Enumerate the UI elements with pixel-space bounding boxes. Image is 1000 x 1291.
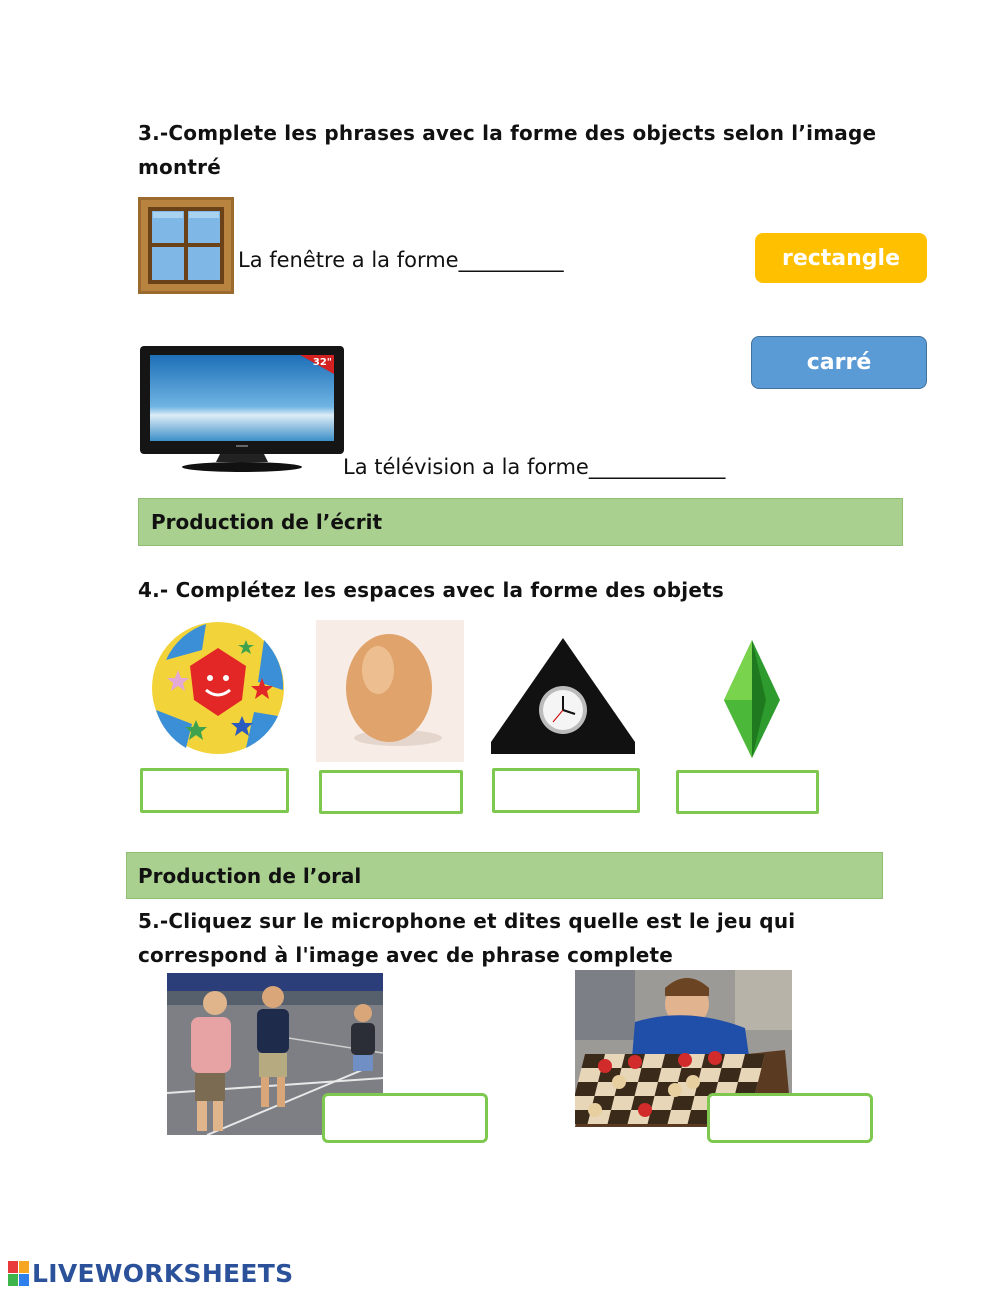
answer-diamond[interactable] [676, 770, 819, 814]
television-image [140, 346, 344, 474]
ball-image [146, 620, 291, 760]
triangle-clock-image [491, 638, 637, 756]
tv-size-label: 32" [312, 357, 332, 368]
answer-ball[interactable] [140, 768, 289, 813]
sentence-tv: La télévision a la forme_____________ [343, 455, 726, 479]
section-written-label: Production de l’écrit [151, 510, 383, 534]
answer-hopscotch[interactable] [322, 1093, 488, 1143]
answer-checkers[interactable] [707, 1093, 873, 1143]
option-carre[interactable]: carré [751, 336, 927, 389]
q3-title-line1: 3.-Complete les phrases avec la forme des objects selon l’image [138, 121, 877, 145]
q3-title-line2: montré [138, 155, 222, 179]
q5-title [138, 904, 898, 972]
liveworksheets-logo[interactable] [8, 1259, 293, 1288]
q4-title: 4.- Complétez les espaces avec la forme des objets [138, 578, 724, 602]
section-oral-header [126, 852, 883, 899]
q5-title-line2: correspond à l'image avec de phrase complete [138, 943, 674, 967]
window-image [138, 197, 234, 294]
q5-title-line1: 5.-Cliquez sur le microphone et dites quelle est le jeu qui [138, 909, 796, 933]
section-written-header [138, 498, 903, 546]
answer-egg[interactable] [319, 770, 463, 814]
answer-triangle-clock[interactable] [492, 768, 640, 813]
option-rectangle[interactable]: rectangle [755, 233, 927, 283]
diamond-image [720, 640, 784, 760]
logo-text: LIVEWORKSHEETS [32, 1259, 294, 1288]
egg-image [316, 620, 464, 762]
section-oral-label: Production de l’oral [138, 863, 362, 888]
sentence-window: La fenêtre a la forme__________ [238, 248, 564, 272]
q3-title [138, 116, 898, 184]
logo-mark-icon [8, 1261, 30, 1287]
